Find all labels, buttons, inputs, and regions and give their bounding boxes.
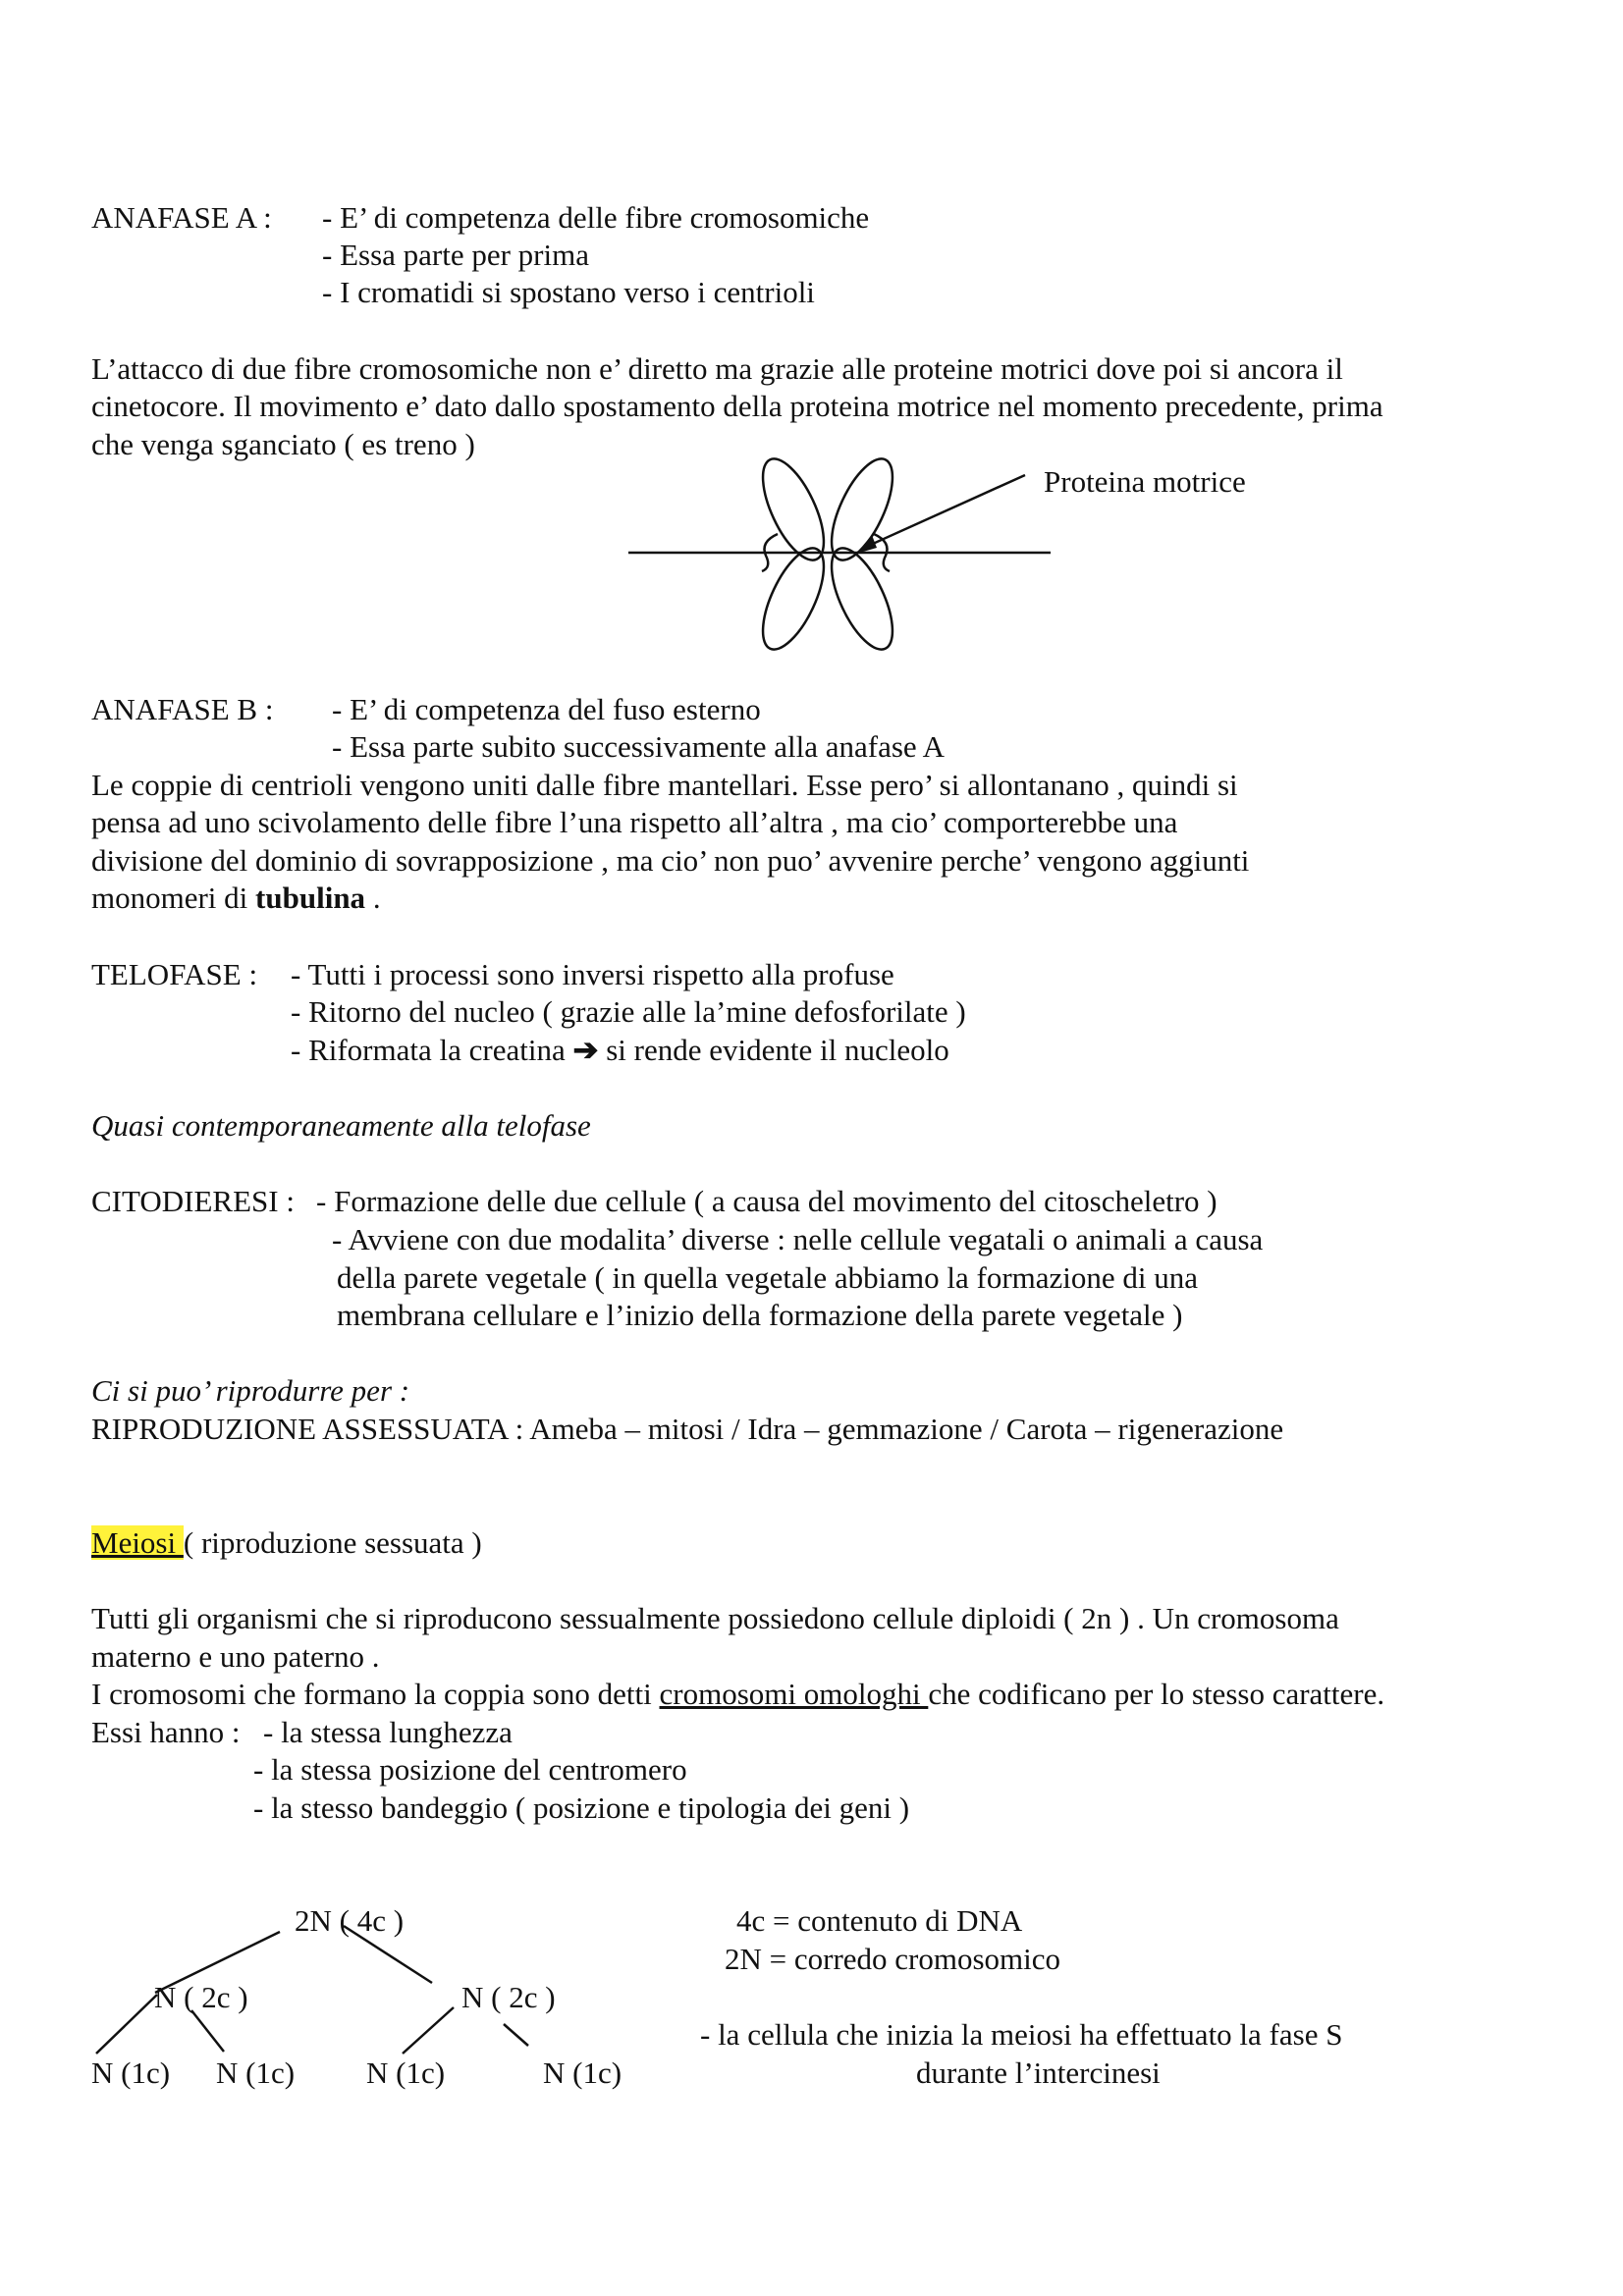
anafase-b-paragraph-line-2: pensa ad uno scivolamento delle fibre l’una rispetto all’altra , ma cio’ comporterebbe una bbox=[91, 805, 1178, 839]
tree-branch-right-right bbox=[504, 2024, 528, 2046]
tree-leaf-1: N (1c) bbox=[91, 2056, 171, 2090]
tubulina-bold: tubulina bbox=[255, 881, 366, 915]
legend-note-2: durante l’intercinesi bbox=[916, 2056, 1161, 2090]
quasi-italic-note: Quasi contemporaneamente alla telofase bbox=[91, 1108, 591, 1143]
meiosi-p1-line-1: Tutti gli organismi che si riproducono sessualmente possiedono cellule diploidi ( 2n ) . Un cromosoma bbox=[91, 1601, 1339, 1635]
meiosi-subtitle: ( riproduzione sessuata ) bbox=[183, 1525, 482, 1560]
riproduzione-intro: Ci si puo’ riprodurre per : bbox=[91, 1373, 410, 1408]
tree-root: 2N ( 4c ) bbox=[295, 1903, 405, 1938]
tree-branch-left-left bbox=[96, 1995, 157, 2054]
anafase-b-label: ANAFASE B : bbox=[91, 692, 274, 726]
anafase-b-point-2: - Essa parte subito successivamente alla anafase A bbox=[332, 729, 946, 764]
tree-leaf-3: N (1c) bbox=[366, 2056, 446, 2090]
riproduzione-asessuata: RIPRODUZIONE ASSESSUATA : Ameba – mitosi / Idra – gemmazione / Carota – rigenerazione bbox=[91, 1412, 1284, 1446]
monomeri-suffix: . bbox=[365, 881, 381, 915]
essi-point-2: - la stessa posizione del centromero bbox=[253, 1752, 687, 1787]
telofase-point-3-suffix: si rende evidente il nucleolo bbox=[598, 1033, 949, 1067]
tree-leaf-4: N (1c) bbox=[543, 2056, 622, 2090]
tree-branch-left-right bbox=[191, 2010, 224, 2052]
citodieresi-continuation-2: membrana cellulare e l’inizio della formazione della parete vegetale ) bbox=[337, 1298, 1183, 1332]
citodieresi-continuation-1: della parete vegetale ( in quella vegetale abbiamo la formazione di una bbox=[337, 1260, 1199, 1295]
right-arrow-icon: ➔ bbox=[572, 1033, 599, 1067]
meiosi-p1-line-2: materno e uno paterno . bbox=[91, 1639, 380, 1674]
essi-point-1: - la stessa lunghezza bbox=[263, 1715, 513, 1749]
anafase-a-point-1: - E’ di competenza delle fibre cromosomiche bbox=[322, 200, 870, 235]
essi-hanno-label: Essi hanno : bbox=[91, 1715, 241, 1749]
tree-leaf-2: N (1c) bbox=[216, 2056, 296, 2090]
anafase-a-label: ANAFASE A : bbox=[91, 200, 272, 235]
meiosi-p2-suffix: che codificano per lo stesso carattere. bbox=[928, 1677, 1385, 1711]
anafase-a-point-2: - Essa parte per prima bbox=[322, 238, 589, 272]
telofase-point-1: - Tutti i processi sono inversi rispetto alla profuse bbox=[291, 957, 894, 991]
citodieresi-point-2: - Avviene con due modalita’ diverse : nelle cellule vegatali o animali a causa bbox=[332, 1222, 1264, 1256]
anafase-a-paragraph-line-1: L’attacco di due fibre cromosomiche non e’ diretto ma grazie alle proteine motrici dove poi si ancora il bbox=[91, 351, 1343, 386]
anafase-b-point-1: - E’ di competenza del fuso esterno bbox=[332, 692, 761, 726]
telofase-point-3-prefix: - Riformata la creatina bbox=[291, 1033, 573, 1067]
tree-left-mid: N ( 2c ) bbox=[154, 1980, 248, 2014]
cromosomi-omologhi-underlined: cromosomi omologhi bbox=[659, 1677, 929, 1711]
telofase-point-2: - Ritorno del nucleo ( grazie alle la’mine defosforilate ) bbox=[291, 994, 966, 1029]
anafase-a-paragraph-line-2: cinetocore. Il movimento e’ dato dallo spostamento della proteina motrice nel momento precedente, prima bbox=[91, 389, 1383, 423]
essi-point-3: - la stesso bandeggio ( posizione e tipologia dei geni ) bbox=[253, 1790, 910, 1825]
citodieresi-point-1: - Formazione delle due cellule ( a causa del movimento del citoscheletro ) bbox=[316, 1184, 1217, 1218]
meiosi-p2-prefix: I cromosomi che formano la coppia sono detti bbox=[91, 1677, 660, 1711]
telofase-label: TELOFASE : bbox=[91, 957, 258, 991]
tree-right-mid: N ( 2c ) bbox=[461, 1980, 556, 2014]
anafase-a-paragraph-line-3: che venga sganciato ( es treno ) bbox=[91, 427, 475, 461]
citodieresi-label: CITODIERESI : bbox=[91, 1184, 295, 1218]
anafase-b-paragraph-line-1: Le coppie di centrioli vengono uniti dalle fibre mantellari. Esse pero’ si allontanano , quindi si bbox=[91, 768, 1238, 802]
legend-note-1: - la cellula che inizia la meiosi ha effettuato la fase S bbox=[700, 2017, 1343, 2052]
legend-4c: 4c = contenuto di DNA bbox=[736, 1903, 1023, 1938]
motor-protein-label: Proteina motrice bbox=[1044, 464, 1246, 499]
tree-branch-right-left bbox=[403, 2007, 454, 2054]
monomeri-prefix: monomeri di bbox=[91, 881, 256, 915]
meiosi-title-highlighted: Meiosi bbox=[91, 1525, 184, 1560]
anafase-a-point-3: - I cromatidi si spostano verso i centrioli bbox=[322, 275, 815, 309]
legend-2n: 2N = corredo cromosomico bbox=[725, 1942, 1061, 1976]
anafase-b-paragraph-line-3: divisione del dominio di sovrapposizione , ma cio’ non puo’ avvenire perche’ vengono aggiunti bbox=[91, 843, 1250, 878]
